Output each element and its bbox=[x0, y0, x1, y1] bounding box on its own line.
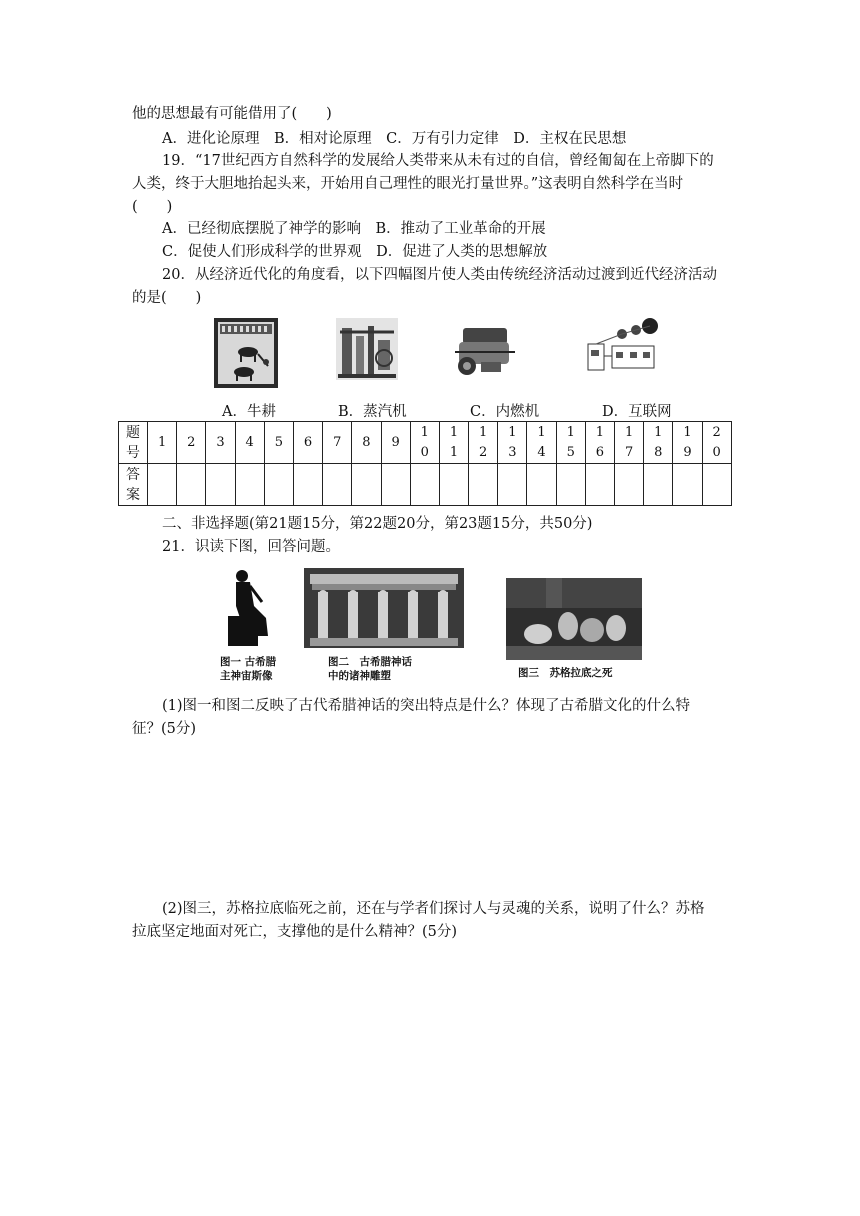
number-cell: 5 bbox=[264, 422, 293, 464]
number-cell: 4 bbox=[235, 422, 264, 464]
answer-cell[interactable] bbox=[323, 464, 352, 506]
number-cell: 1 1 bbox=[439, 422, 468, 464]
answer-cell[interactable] bbox=[264, 464, 293, 506]
q19-line1: 19．“17世纪西方自然科学的发展给人类带来从未有过的自信，曾经匍匐在上帝脚下的 bbox=[162, 153, 714, 169]
number-cell: 1 0 bbox=[410, 422, 439, 464]
answer-cell[interactable] bbox=[469, 464, 498, 506]
q20-option-d: D．互联网 bbox=[602, 404, 672, 420]
number-cell: 3 bbox=[206, 422, 235, 464]
q21-stem: 21．识读下图，回答问题。 bbox=[162, 539, 340, 555]
zeus-statue-image bbox=[224, 566, 278, 650]
number-row bbox=[119, 422, 732, 464]
number-cell: 2 0 bbox=[702, 422, 731, 464]
answer-cell[interactable] bbox=[439, 464, 468, 506]
header-char: 题 bbox=[126, 424, 140, 441]
steam-engine-image bbox=[336, 318, 398, 380]
fig1-caption bbox=[220, 655, 276, 683]
q21-sub1-line2: 征？(5分) bbox=[132, 721, 197, 737]
answer-cell[interactable] bbox=[527, 464, 556, 506]
fig1-caption-line2: 主神宙斯像 bbox=[220, 670, 273, 682]
number-cell: 7 bbox=[323, 422, 352, 464]
internet-diagram-image bbox=[578, 316, 664, 380]
number-cell: 1 9 bbox=[673, 422, 702, 464]
table-header-answer bbox=[119, 464, 148, 506]
combustion-engine-image bbox=[451, 322, 519, 380]
answer-cell[interactable] bbox=[585, 464, 614, 506]
q20-line1: 20．从经济近代化的角度看，以下四幅图片使人类由传统经济活动过渡到近代经济活动 bbox=[162, 267, 717, 283]
q20-line2: 的是( ) bbox=[132, 290, 202, 306]
caryatid-sculpture-image bbox=[304, 568, 464, 648]
answer-cell[interactable] bbox=[556, 464, 585, 506]
fig2-caption-line1: 图二 古希腊神话 bbox=[328, 656, 412, 668]
number-cell: 8 bbox=[352, 422, 381, 464]
death-of-socrates-image bbox=[506, 578, 642, 660]
q20-option-b: B．蒸汽机 bbox=[338, 404, 407, 420]
answer-cell[interactable] bbox=[410, 464, 439, 506]
q19-options-ab: A．已经彻底摆脱了神学的影响 B．推动了工业革命的开展 bbox=[162, 221, 546, 237]
number-cell: 1 2 bbox=[469, 422, 498, 464]
answer-cell[interactable] bbox=[498, 464, 527, 506]
number-cell: 1 bbox=[148, 422, 177, 464]
fig2-caption-line2: 中的诸神雕塑 bbox=[328, 670, 391, 682]
fig2-caption bbox=[328, 655, 412, 683]
number-cell: 1 8 bbox=[644, 422, 673, 464]
answer-table bbox=[118, 421, 732, 506]
q19-line2: 人类，终于大胆地抬起头来，开始用自己理性的眼光打量世界。”这表明自然科学在当时 bbox=[132, 176, 684, 192]
q19-options-cd: C．促使人们形成科学的世界观 D．促进了人类的思想解放 bbox=[162, 244, 548, 260]
number-cell: 1 4 bbox=[527, 422, 556, 464]
number-cell: 1 6 bbox=[585, 422, 614, 464]
answer-cell[interactable] bbox=[206, 464, 235, 506]
fig1-caption-line1: 图一 古希腊 bbox=[220, 656, 277, 668]
header-char: 答 bbox=[126, 466, 140, 483]
answer-cell[interactable] bbox=[702, 464, 731, 506]
q19-line3: ( ) bbox=[132, 199, 173, 215]
answer-row bbox=[119, 464, 732, 506]
ox-plowing-image bbox=[214, 318, 278, 388]
answer-cell[interactable] bbox=[673, 464, 702, 506]
section2-heading: 二、非选择题(第21题15分，第22题20分，第23题15分，共50分) bbox=[162, 516, 593, 532]
q20-option-a: A．牛耕 bbox=[222, 404, 276, 420]
answer-cell[interactable] bbox=[381, 464, 410, 506]
fig3-caption: 图三 苏格拉底之死 bbox=[518, 667, 613, 679]
q20-option-c: C．内燃机 bbox=[470, 404, 540, 420]
answer-cell[interactable] bbox=[293, 464, 322, 506]
number-cell: 6 bbox=[293, 422, 322, 464]
q21-sub2-line2: 拉底坚定地面对死亡，支撑他的是什么精神？(5分) bbox=[132, 924, 458, 940]
number-cell: 2 bbox=[177, 422, 206, 464]
answer-cell[interactable] bbox=[644, 464, 673, 506]
q18-options: A．进化论原理 B．相对论原理 C．万有引力定律 D．主权在民思想 bbox=[162, 131, 627, 147]
answer-cell[interactable] bbox=[352, 464, 381, 506]
header-char: 号 bbox=[126, 444, 140, 461]
q21-sub1-line1: (1)图一和图二反映了古代希腊神话的突出特点是什么？体现了古希腊文化的什么特 bbox=[162, 698, 691, 714]
header-char: 案 bbox=[126, 486, 140, 503]
q21-sub2-line1: (2)图三，苏格拉底临死之前，还在与学者们探讨人与灵魂的关系，说明了什么？苏格 bbox=[162, 901, 705, 917]
answer-cell[interactable] bbox=[235, 464, 264, 506]
table-header-number bbox=[119, 422, 148, 464]
answer-cell[interactable] bbox=[615, 464, 644, 506]
number-cell: 1 5 bbox=[556, 422, 585, 464]
answer-cell[interactable] bbox=[177, 464, 206, 506]
q18-tail: 他的思想最有可能借用了( ) bbox=[132, 106, 332, 122]
number-cell: 1 7 bbox=[615, 422, 644, 464]
number-cell: 1 3 bbox=[498, 422, 527, 464]
number-cell: 9 bbox=[381, 422, 410, 464]
answer-cell[interactable] bbox=[148, 464, 177, 506]
